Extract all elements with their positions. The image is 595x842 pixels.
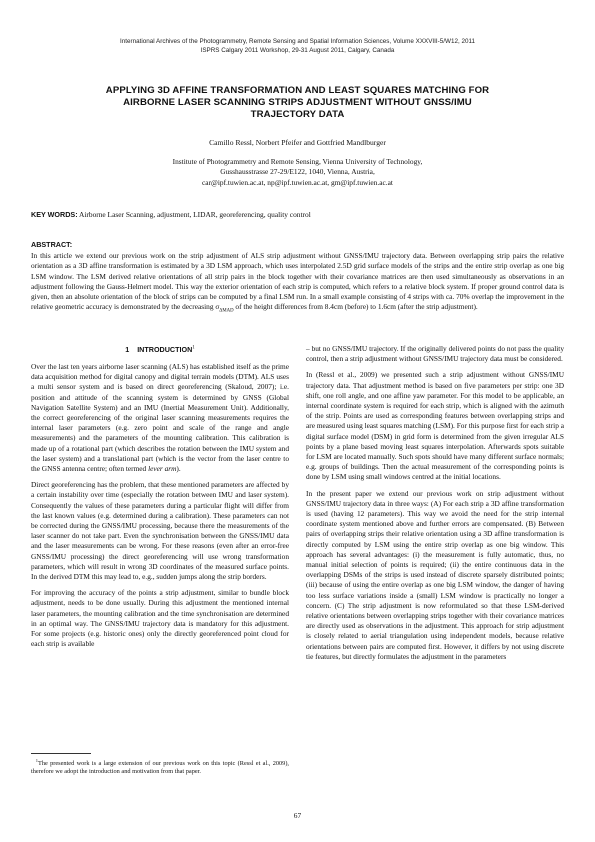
keywords-text: Airborne Laser Scanning, adjustment, LIDAR, georeferencing, quality control bbox=[77, 210, 311, 219]
left-p1-text: Over the last ten years airborne laser scanning (ALS) has established itself as the prime data acquisition method for digital canopy and digital terrain models (DTM). ALS uses a multi sensor system and is based on direct georeferencing (Skaloud, 2007); i.e. position and attitude of the scanning system is determined by GNSS (Global Navigation Satellite System) and an IMU (Inertial Measurement Unit). Additionally, the correct georeferencing of the original laser scanning measurements requires the internal laser parameters (e.g. zero point and scale of the range and angle measurements) and the parameters of the mounting calibration. This calibration is made up of a rotational part (which describes the rotation between the IMU system and the laser system) and a translational part (which is the vector from the laser centre to the GNSS antenna centre; often termed bbox=[31, 362, 289, 474]
left-paragraph-3: For improving the accuracy of the points a strip adjustment, similar to bundle block adjustment, needs to be done usually. During this adjustment the mentioned internal laser parameters, the mounting calibration and the time synchronisation are determined in an optimal way. The GNSS/IMU trajectory data is mandatory for this adjustment. For some projects (e.g. historic ones) only the directly georeferenced point cloud for each strip is available bbox=[31, 588, 289, 649]
title-line-3: TRAJECTORY DATA bbox=[250, 109, 345, 120]
right-paragraph-3: In the present paper we extend our previous work on strip adjustment without GNSS/IMU trajectory data in three ways: (A) For each strip a 3D affine transformation is used (having 12 parameters). This way we avoid the need for the strip internal coordinate system mentioned above and further errors are compensated. (B) Between pairs of overlapping strips their relative orientation using a 3D affine transformation is directly computed by LSM using the entire strip overlap as one big window. This approach has several advantages: (i) the measurement is fully automatic, thus, no manual initial selection of points is required; (ii) the entire continuous data in the overlapping DSMs of the strips is used instead of discrete sparsely distributed points; (iii) because of using the entire overlap as one big LSM window, the danger of having too less surface variations inside a (small) LSM window is practically no longer a concern. (C) The strip adjustment is now reformulated so that these LSM-derived relative orientations between overlapping strips together with their covariance matrices are directly used as observations in the adjustment. This approach for strip adjustment is closely related to aerial triangulation using independent models, because relative orientations between pairs are computed first. However, it differs by not using discrete tie features, but directly formulates the adjustment in the parameters bbox=[306, 488, 564, 661]
sigma-subscript: ΔMAD bbox=[219, 308, 234, 314]
left-column bbox=[31, 362, 289, 655]
authors: Camillo Ressl, Norbert Pfeifer and Gottfried Mandlburger bbox=[209, 138, 386, 147]
footnote-ref: 1 bbox=[192, 345, 195, 351]
abstract-body-end: of the height differences from 8.4cm (before) to 1.6cm (after the strip adjustment). bbox=[233, 302, 478, 312]
affiliation-emails: car@ipf.tuwien.ac.at, np@ipf.tuwien.ac.at, gm@ipf.tuwien.ac.at bbox=[202, 177, 393, 187]
affiliation-line-2: Gusshausstrasse 27-29/E122, 1040, Vienna, Austria, bbox=[220, 167, 375, 177]
page-number: 67 bbox=[293, 811, 302, 820]
left-p1-end: ). bbox=[176, 464, 181, 474]
abstract-text bbox=[31, 251, 564, 317]
lever-arm-term: lever arm bbox=[148, 464, 177, 474]
keywords-label: KEY WORDS: bbox=[31, 210, 78, 219]
left-paragraph-2: Direct georeferencing has the problem, that these mentioned parameters are affected by a certain instability over time (especially the rotation between IMU and laser system). Consequently the values of these parameters during a particular flight will differ from the last known values (e.g. determined during a calibration). These parameters can not be corrected during the GNSS/IMU processing, because there the measurements of the laser scanner do not take part. Even the synchronisation between the GNSS/IMU data and the laser measurements can be wrong. For these reasons (even after an error-free GNSS/IMU processing) the direct georeferencing will use wrong transformation parameters, which will result in wrong 3D coordinates of the measured surface points. In the derived DTM this may lead to, e.g., sudden jumps along the strip borders. bbox=[31, 480, 289, 582]
section-heading-introduction bbox=[31, 345, 289, 354]
section-title: INTRODUCTION bbox=[137, 345, 193, 354]
right-column bbox=[306, 344, 564, 668]
affiliation-line-1: Institute of Photogrammetry and Remote Sensing, Vienna University of Technology, bbox=[172, 157, 423, 166]
running-header-line-1: International Archives of the Photogrammetry, Remote Sensing and Spatial Information Sciences, Volume XXXVIII-5/W12, 2011 bbox=[119, 38, 476, 45]
footnote bbox=[31, 757, 289, 777]
footnote-text: The presented work is a large extension of our previous work on this topic (Ressl et al., 2009), therefore we adopt the introduction and motivation from that paper. bbox=[31, 760, 289, 776]
left-paragraph-1 bbox=[31, 362, 289, 474]
abstract-heading: ABSTRACT: bbox=[31, 240, 73, 249]
footnote-rule bbox=[31, 753, 91, 754]
running-header-line-2: ISPRS Calgary 2011 Workshop, 29-31 August 2011, Calgary, Canada bbox=[200, 47, 395, 54]
right-paragraph-1: – but no GNSS/IMU trajectory. If the originally delivered points do not pass the quality control, then a strip adjustment without GNSS/IMU trajectory data must be considered. bbox=[306, 344, 564, 364]
title-line-1: APPLYING 3D AFFINE TRANSFORMATION AND LEAST SQUARES MATCHING FOR bbox=[105, 85, 490, 96]
section-number: 1 bbox=[125, 345, 130, 354]
footnote-mark: 1 bbox=[35, 758, 38, 763]
paper-title bbox=[45, 85, 550, 121]
affiliation bbox=[0, 157, 595, 188]
keywords bbox=[31, 210, 564, 220]
right-paragraph-2: In (Ressl et al., 2009) we presented such a strip adjustment without GNSS/IMU trajectory data. That adjustment method is based on five parameters per strip: one 3D shift, one roll angle, and one affine yaw parameter. For this model to be applicable, an internal coordinate system is required for each strip, which is aligned with the azimuth of the strip. Points are used as corresponding features between overlapping strips and are measured using least squares matching (LSM). For this purpose first for each strip a digital surface model (DSM) in grid form is determined from the given irregular ALS points by a plane based moving least squares interpolation. Afterwards spots suitable for LSM are located manually. Such spots should have many different surface normals; e.g. groups of buildings. Then the actual measurement of the corresponding points is done by LSM using small windows centred at the initial locations. bbox=[306, 370, 564, 482]
abstract-body: In this article we extend our previous work on the strip adjustment of ALS strip adjustment without GNSS/IMU trajectory data. Between overlapping strip pairs the relative orientation as a 3D affine transformation is estimated by a 3D LSM approach, which uses interpolated 2.5D grid surface models of the strips and the entire strip overlap as one big LSM window. The LSM derived relative orientations of all strip pairs in the block together with their covariance matrices are then used simultaneously as observations in an adjustment following the Gauss-Helmert model. This way the exterior orientation of each strip is computed, which refers to a relative block system. If proper ground control data is given, then an absolute orientation of the block of strips can be computed by a final LSM run. In a small example consisting of 4 strips with ca. 70% overlap the improvement in the relative geometric accuracy is demonstrated by the decreasing σ bbox=[31, 251, 564, 312]
title-line-2: AIRBORNE LASER SCANNING STRIPS ADJUSTMENT WITHOUT GNSS/IMU bbox=[123, 97, 472, 108]
